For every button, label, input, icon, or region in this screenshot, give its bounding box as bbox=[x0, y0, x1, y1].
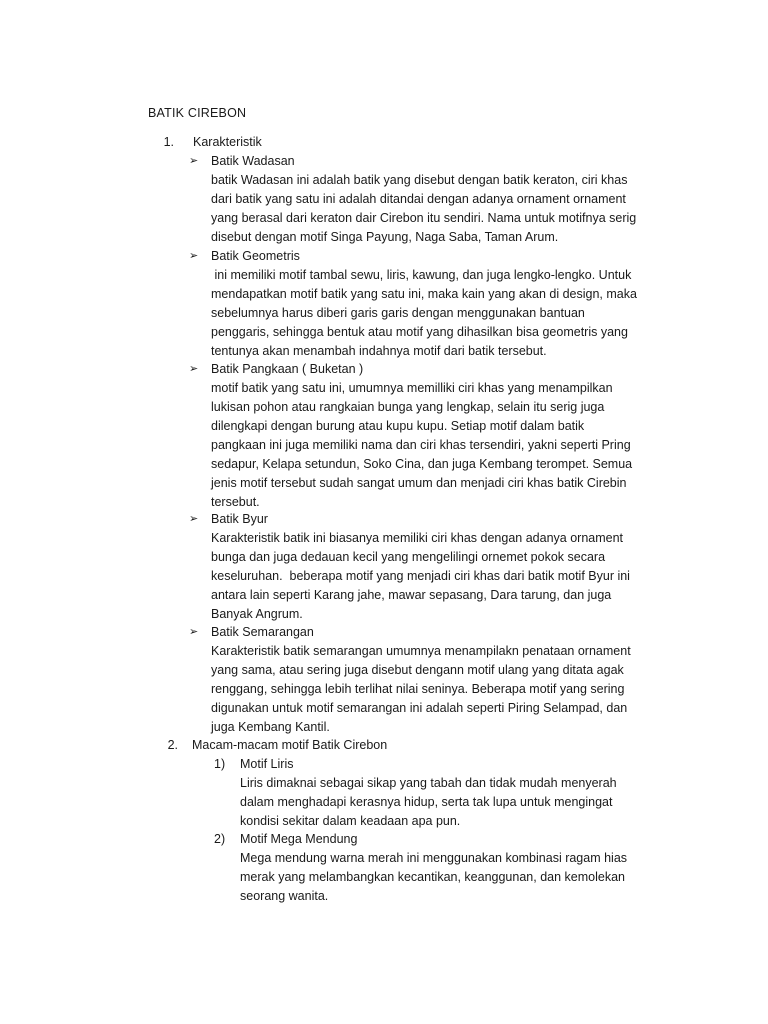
paragraph-line: renggang, sehingga lebih terlihat nilai seninya. Beberapa motif yang sering bbox=[211, 682, 625, 696]
paragraph-line: Liris dimaknai sebagai sikap yang tabah dan tidak mudah menyerah bbox=[240, 776, 617, 790]
item-paragraph-batik-semarangan bbox=[211, 642, 661, 737]
section-2-heading: Macam-macam motif Batik Cirebon bbox=[192, 738, 388, 752]
paragraph-line: mendapatkan motif batik yang satu ini, maka kain yang akan di design, maka bbox=[211, 287, 637, 301]
paragraph-line: digunakan untuk motif semarangan ini adalah seperti Piring Selampad, dan bbox=[211, 701, 628, 715]
paragraph-line: disebut dengan motif Singa Payung, Naga Saba, Taman Arum. bbox=[211, 230, 559, 244]
paragraph-line: sebelumnya harus diberi garis garis dengan menggunakan bantuan bbox=[211, 306, 585, 320]
paragraph-line: keseluruhan. beberapa motif yang menjadi ciri khas dari batik motif Byur ini bbox=[211, 569, 630, 583]
subitem-paragraph-motif-mega-mendung bbox=[240, 849, 660, 906]
subitem-heading-motif-mega-mendung: Motif Mega Mendung bbox=[240, 832, 358, 846]
section-2-number: 2. bbox=[167, 738, 178, 752]
paragraph-line: seorang wanita. bbox=[240, 889, 329, 903]
paragraph-line: Banyak Angrum. bbox=[211, 607, 303, 621]
item-paragraph-batik-pangkaan bbox=[211, 379, 661, 512]
item-paragraph-batik-byur bbox=[211, 529, 661, 624]
item-paragraph-batik-wadasan bbox=[211, 171, 661, 247]
arrow-bullet-icon: ➢ bbox=[189, 155, 199, 167]
subitem-number: 1) bbox=[214, 757, 226, 771]
arrow-bullet-icon: ➢ bbox=[189, 250, 199, 262]
arrow-bullet-icon: ➢ bbox=[189, 626, 199, 638]
paragraph-line: antara lain seperti Karang jahe, mawar sepasang, Dara tarung, dan juga bbox=[211, 588, 612, 602]
item-heading-batik-semarangan: Batik Semarangan bbox=[211, 625, 314, 639]
paragraph-line: yang berasal dari keraton dair Cirebon itu sendiri. Nama untuk motifnya serig bbox=[211, 211, 637, 225]
paragraph-line: Karakteristik batik semarangan umumnya menampilakn penataan ornament bbox=[211, 644, 631, 658]
item-heading-batik-pangkaan: Batik Pangkaan ( Buketan ) bbox=[211, 362, 364, 376]
item-heading-batik-wadasan: Batik Wadasan bbox=[211, 154, 295, 168]
paragraph-line: dilengkapi dengan burung atau kupu kupu. Setiap motif dalam batik bbox=[211, 419, 585, 433]
arrow-bullet-icon: ➢ bbox=[189, 363, 199, 375]
item-paragraph-batik-geometris bbox=[211, 266, 661, 361]
paragraph-line: penggaris, sehingga bentuk atau motif yang dihasilkan bisa geometris yang bbox=[211, 325, 628, 339]
section-1-heading: Karakteristik bbox=[193, 135, 262, 149]
paragraph-line: Karakteristik batik ini biasanya memiliki ciri khas dengan adanya ornament bbox=[211, 531, 624, 545]
section-1-number: 1. bbox=[163, 135, 174, 149]
paragraph-line: juga Kembang Kantil. bbox=[211, 720, 330, 734]
paragraph-line: jenis motif tersebut sudah sangat umum dan menjadi ciri khas batik Cirebin bbox=[211, 476, 627, 490]
paragraph-line: yang sama, atau sering juga disebut dengann motif ulang yang ditata agak bbox=[211, 663, 624, 677]
item-heading-batik-byur: Batik Byur bbox=[211, 512, 268, 526]
paragraph-line: batik Wadasan ini adalah batik yang disebut dengan batik keraton, ciri khas bbox=[211, 173, 628, 187]
paragraph-line: pangkaan ini juga memiliki nama dan ciri khas tersendiri, yakni seperti Pring bbox=[211, 438, 631, 452]
paragraph-line: tersebut. bbox=[211, 495, 260, 509]
subitem-number: 2) bbox=[214, 832, 226, 846]
paragraph-line: dalam menghadapi kerasnya hidup, serta tak lupa untuk mengingat bbox=[240, 795, 613, 809]
paragraph-line: tentunya akan menambah indahnya motif dari batik tersebut. bbox=[211, 344, 547, 358]
paragraph-line: Mega mendung warna merah ini menggunakan kombinasi ragam hias bbox=[240, 851, 628, 865]
subitem-paragraph-motif-liris bbox=[240, 774, 660, 831]
arrow-bullet-icon: ➢ bbox=[189, 513, 199, 525]
paragraph-line: ini memiliki motif tambal sewu, liris, kawung, dan juga lengko-lengko. Untuk bbox=[211, 268, 632, 282]
paragraph-line: sedapur, Kelapa setundun, Soko Cina, dan juga Kembang terompet. Semua bbox=[211, 457, 633, 471]
paragraph-line: merak yang melambangkan kecantikan, keanggunan, dan kemolekan bbox=[240, 870, 625, 884]
subitem-heading-motif-liris: Motif Liris bbox=[240, 757, 294, 771]
paragraph-line: lukisan pohon atau rangkaian bunga yang lengkap, selain itu serig juga bbox=[211, 400, 605, 414]
item-heading-batik-geometris: Batik Geometris bbox=[211, 249, 300, 263]
paragraph-line: motif batik yang satu ini, umumnya memilliki ciri khas yang menampilkan bbox=[211, 381, 613, 395]
paragraph-line: bunga dan juga dedauan kecil yang mengelilingi ornemet pokok secara bbox=[211, 550, 606, 564]
page-title: BATIK CIREBON bbox=[148, 106, 247, 120]
paragraph-line: dari batik yang satu ini adalah ditandai dengan adanya ornament ornament bbox=[211, 192, 626, 206]
paragraph-line: kondisi sekitar dalam keadaan apa pun. bbox=[240, 814, 461, 828]
